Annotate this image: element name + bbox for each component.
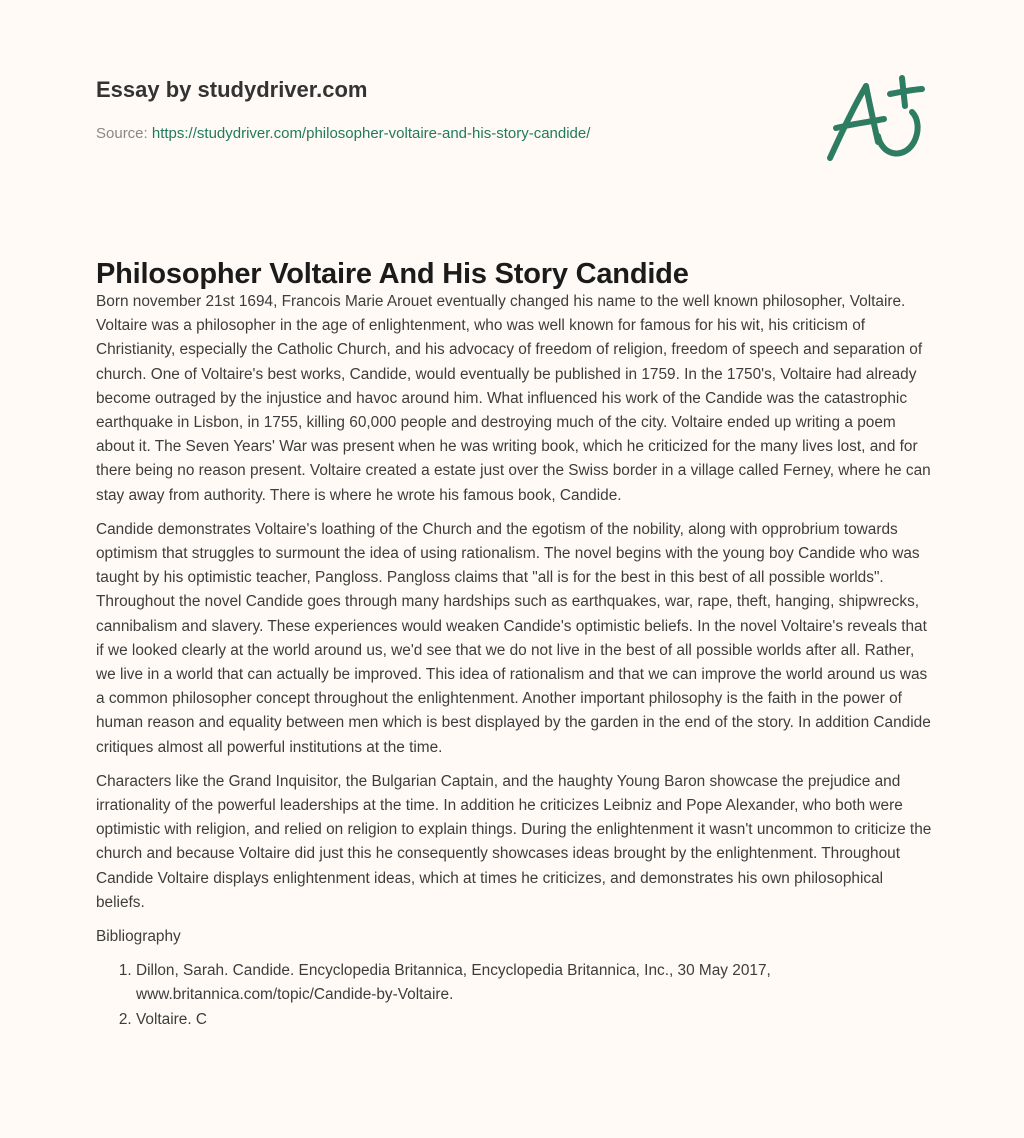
bibliography-heading: Bibliography [96,928,181,946]
paragraph-2: Candide demonstrates Voltaire's loathing of the Church and the egotism of the nobility, along with opprobrium towards optimism that struggles to surmount the idea of using rationalism. The novel begins with the young boy Candide who was taught by his optimistic teacher, Pangloss. Pangloss claims that "all is for the best in this best of all possible worlds". Throughout the novel Candide goes through many hardships such as earthquakes, war, rape, theft, hanging, shipwrecks, cannibalism and slavery. These experiences would weaken Candide's optimistic beliefs. In the novel Voltaire's reveals that if we looked clearly at the world around us, we'd see that we do not live in the best of all possible worlds after all. Rather, we live in a world that can actually be improved. This idea of rationalism and that we can improve the world around us was a common philosopher concept throughout the enlightenment. Another important philosophy is the faith in the power of human reason and equality between men which is best displayed by the garden in the end of the story. In addition Candide critiques almost all powerful institutions at the time. [96,520,931,756]
paragraph-1: Born november 21st 1694, Francois Marie Arouet eventually changed his name to the well known philosopher, Voltaire. Voltaire was a philosopher in the age of enlightenment, who was well known for famous for his wit, his criticism of Christianity, especially the Catholic Church, and his advocacy of freedom of religion, freedom of speech and separation of church. One of Voltaire's best works, Candide, would eventually be published in 1759. In the 1750's, Voltaire had already become outraged by the injustice and havoc around him. What influenced his work of the Candide was the catastrophic earthquake in Lisbon, in 1755, killing 60,000 people and destroying much of the city. Voltaire ended up writing a poem about it. The Seven Years' War was present when he was writing book, which he criticized for the many lives lost, and for there being no reason present. Voltaire created a estate just over the Swiss border in a village called Ferney, where he can stay away from authority. There is where he wrote his famous book, Candide. [96,293,931,504]
source-line [96,124,796,144]
bibliography-list [96,959,936,1032]
bibliography-item: 2. Voltaire. C [136,1008,936,1032]
a-plus-grade-icon [820,64,930,174]
source-link[interactable]: https://studydriver.com/philosopher-voltaire-and-his-story-candide/ [151,125,591,142]
source-label: Source: [96,125,152,142]
paragraph-3: Characters like the Grand Inquisitor, the Bulgarian Captain, and the haughty Young Baron showcase the prejudice and irrationality of the powerful leaderships at the time. In addition he criticizes Leibniz and Pope Alexander, who both were optimistic with religion, and relied on religion to explain things. During the enlightenment it wasn't uncommon to criticize the church and because Voltaire did just this he consequently showcases ideas brought by the enlightenment. Throughout Candide Voltaire displays enlightenment ideas, which at times he criticizes, and demonstrates his own philosophical beliefs. [96,772,932,911]
bibliography-item: 1. Dillon, Sarah. Candide. Encyclopedia Britannica, Encyclopedia Britannica, Inc., 30 May 2017, www.britannica.com/topic/Candide-by-Voltaire. [136,959,936,1007]
article-body [96,290,936,1032]
article-title: Philosopher Voltaire And His Story Candide [96,258,689,290]
page-header [96,76,796,144]
site-brand: Essay by studydriver.com [96,77,368,102]
